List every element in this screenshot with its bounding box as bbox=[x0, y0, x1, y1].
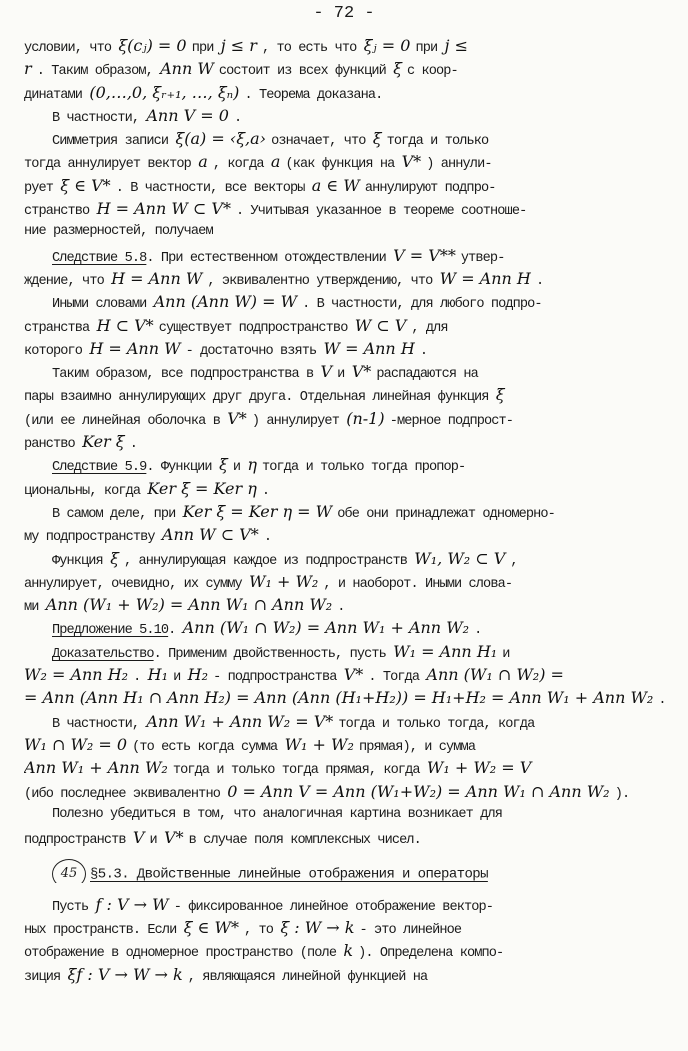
math-expression: ξ ∈ V* bbox=[60, 175, 116, 195]
math-expression: V* bbox=[164, 828, 189, 848]
text-run: (как функция на bbox=[285, 157, 402, 173]
text-line bbox=[24, 570, 672, 593]
text-run: прямая), и сумма bbox=[358, 739, 476, 755]
math-expression: V = V** bbox=[393, 245, 461, 265]
math-expression: H ⊂ V* bbox=[96, 315, 159, 335]
text-run: при bbox=[415, 41, 445, 56]
text-run: тогда и только тогда прямая, когда bbox=[172, 763, 427, 779]
text-run: ). bbox=[614, 786, 630, 802]
text-run: , являющаяся линейной функцией на bbox=[187, 969, 428, 985]
text-run: му подпространству bbox=[24, 530, 162, 546]
text-run: ) аннули- bbox=[426, 157, 492, 173]
text-line bbox=[24, 407, 672, 430]
text-run: и bbox=[232, 460, 248, 476]
text-line bbox=[24, 859, 672, 882]
text-line bbox=[24, 383, 672, 406]
text-run: зиция bbox=[24, 969, 68, 985]
math-expression: Ker ξ bbox=[82, 432, 130, 452]
text-line bbox=[24, 244, 672, 267]
text-run: и bbox=[173, 670, 188, 686]
text-run: , bbox=[510, 553, 518, 569]
math-expression: W₁, W₂ ⊂ V bbox=[414, 548, 511, 568]
text-run: состоит из всех функций bbox=[218, 64, 394, 80]
text-line bbox=[24, 267, 672, 290]
page-body bbox=[24, 34, 672, 986]
math-expression: η bbox=[247, 455, 263, 475]
text-run: ). Определена компо- bbox=[358, 946, 504, 962]
text-run: . При естественном отождествлении bbox=[146, 250, 394, 266]
section-heading: §5.3. Двойственные линейные отображения и операторы bbox=[90, 866, 488, 883]
math-expression: H₂ bbox=[187, 665, 214, 685]
text-run: пары взаимно аннулирующих друг друга. Отдельная линейная функция bbox=[24, 390, 496, 406]
text-run: циональны, когда bbox=[24, 483, 148, 499]
text-line bbox=[24, 523, 672, 546]
statement-label: Следствие 5.9 bbox=[52, 460, 147, 476]
text-line bbox=[24, 640, 672, 663]
math-expression: V bbox=[132, 828, 150, 848]
math-expression: ξ(cⱼ) = 0 bbox=[118, 36, 192, 55]
text-run: - подпространства bbox=[213, 670, 344, 686]
text-line bbox=[24, 963, 672, 986]
math-expression: j ≤ bbox=[444, 36, 468, 55]
text-run: . Теорема доказана. bbox=[244, 87, 383, 103]
text-run: (то есть когда сумма bbox=[132, 739, 285, 755]
math-expression: Ann V = 0 bbox=[146, 105, 235, 125]
text-line bbox=[24, 477, 672, 500]
text-line bbox=[24, 916, 672, 939]
math-expression: H = Ann W ⊂ V* bbox=[96, 199, 237, 219]
text-line bbox=[24, 826, 672, 849]
text-run: В частности, bbox=[52, 110, 147, 126]
text-run: . bbox=[234, 110, 242, 126]
math-expression: k bbox=[343, 941, 359, 961]
math-expression: Ann (W₁ ∩ W₂) = bbox=[426, 665, 564, 685]
text-run: . Таким образом, bbox=[36, 64, 161, 80]
text-run: которого bbox=[24, 343, 90, 359]
text-run: . bbox=[263, 530, 272, 546]
text-line bbox=[24, 290, 672, 313]
text-run: . Учитывая указанное в теореме соотноше- bbox=[236, 204, 527, 220]
text-run: при bbox=[191, 41, 221, 56]
math-expression: (n-1) bbox=[346, 408, 390, 428]
text-line bbox=[24, 733, 672, 756]
text-run: обе они принадлежат одномерно- bbox=[337, 506, 555, 522]
text-run: существует подпространство bbox=[158, 320, 355, 336]
text-run: . Применим двойственность, пусть bbox=[153, 646, 394, 662]
text-run: (ибо последнее эквивалентно bbox=[24, 786, 228, 802]
text-run: . bbox=[419, 343, 428, 359]
text-run: . bbox=[133, 670, 148, 686]
math-expression: V* bbox=[401, 152, 427, 172]
text-run: странства bbox=[24, 320, 97, 336]
text-run: условии, что bbox=[24, 41, 119, 56]
text-run: Иными словами bbox=[52, 297, 154, 313]
math-expression: Ann (Ann W) = W bbox=[153, 292, 303, 312]
text-line bbox=[24, 453, 672, 476]
text-line bbox=[24, 756, 672, 779]
math-expression: ξf : V → W → k bbox=[67, 964, 188, 984]
text-run: ние размерностей, получаем bbox=[24, 224, 213, 240]
math-expression: (0,…,0, ξᵣ₊₁, …, ξₙ) bbox=[89, 82, 245, 102]
text-run: подпространств bbox=[24, 833, 133, 849]
text-run: и bbox=[149, 833, 165, 849]
math-expression: W₁ ∩ W₂ = 0 bbox=[24, 734, 133, 754]
text-run: Таким образом, все подпространства в bbox=[52, 367, 321, 383]
math-expression: = Ann (Ann H₁ ∩ Ann H₂) = Ann (Ann (H₁+H₂)) = H₁+H₂ = Ann W₁ + Ann W₂ bbox=[24, 688, 659, 708]
math-expression: ξ bbox=[372, 129, 387, 149]
page-number: - 72 - bbox=[313, 4, 375, 23]
text-run: ных пространств. Если bbox=[24, 922, 184, 938]
math-expression: Ann W₁ + Ann W₂ bbox=[24, 758, 173, 778]
text-run: . bbox=[474, 623, 482, 639]
math-expression: ξ bbox=[110, 548, 124, 568]
text-run: утвер- bbox=[460, 250, 505, 266]
text-run: тогда и только тогда пропор- bbox=[262, 460, 466, 476]
math-expression: ξⱼ = 0 bbox=[363, 36, 416, 55]
text-run: распадаются на bbox=[376, 367, 478, 383]
math-expression: Ker ξ = Ker η bbox=[147, 478, 262, 498]
text-run: . В частности, для любого подпро- bbox=[302, 297, 542, 313]
math-expression: H = Ann W bbox=[111, 268, 208, 288]
text-run: - достаточно взять bbox=[185, 343, 324, 359]
text-run: -мерное подпрост- bbox=[389, 413, 514, 429]
text-line bbox=[24, 939, 672, 962]
math-expression: ξ(a) = ‹ξ,a› bbox=[175, 129, 272, 149]
math-expression: Ker ξ = Ker η = W bbox=[182, 501, 338, 521]
text-run: динатами bbox=[24, 87, 90, 103]
text-run: В самом деле, при bbox=[52, 506, 183, 522]
text-line bbox=[24, 803, 672, 826]
text-run: ) аннулирует bbox=[251, 413, 347, 429]
statement-label: Следствие 5.8 bbox=[52, 250, 147, 266]
text-run: аннулирует, очевидно, их сумму bbox=[24, 576, 249, 592]
math-expression: ξ bbox=[495, 385, 505, 405]
math-expression: a bbox=[270, 152, 286, 172]
math-expression: V* bbox=[343, 665, 369, 685]
text-run: в случае поля комплексных чисел. bbox=[188, 833, 421, 849]
math-expression: r bbox=[24, 59, 37, 79]
text-run: . bbox=[261, 483, 270, 499]
text-run: Пусть bbox=[52, 899, 96, 915]
math-expression: W₁ + W₂ bbox=[284, 734, 359, 754]
math-expression: V* bbox=[227, 408, 252, 428]
text-run: . bbox=[658, 693, 666, 709]
text-run: , эквивалентно утверждению, что bbox=[207, 273, 440, 289]
text-run: тогда и только bbox=[386, 134, 489, 150]
text-line bbox=[24, 337, 672, 360]
text-run: ми bbox=[24, 600, 46, 616]
text-run: , то есть что bbox=[262, 41, 364, 56]
math-expression: W₁ = Ann H₁ bbox=[393, 641, 503, 661]
math-expression: W ⊂ V bbox=[354, 315, 412, 335]
text-run: . В частности, все векторы bbox=[115, 180, 312, 196]
math-expression: W₂ = Ann H₂ bbox=[24, 665, 134, 685]
math-expression: a bbox=[198, 152, 213, 172]
text-run: и bbox=[502, 646, 510, 662]
handwritten-circled-number: 45 bbox=[52, 859, 86, 882]
text-line bbox=[24, 500, 672, 523]
text-run: рует bbox=[24, 180, 61, 196]
text-line bbox=[24, 314, 672, 337]
text-run: и bbox=[337, 367, 352, 383]
math-expression: W = Ann H bbox=[439, 268, 536, 288]
text-run: ранство bbox=[24, 437, 83, 453]
text-run: . bbox=[129, 437, 137, 453]
statement-label: Доказательство bbox=[52, 646, 154, 662]
math-expression: W₁ + W₂ = V bbox=[426, 758, 532, 778]
math-expression: ξ : W → k bbox=[280, 917, 360, 937]
text-run: , для bbox=[411, 320, 448, 336]
text-line bbox=[24, 360, 672, 383]
text-run: , и наоборот. Иными слова- bbox=[323, 576, 513, 592]
math-expression: Ann (W₁ ∩ W₂) = Ann W₁ + Ann W₂ bbox=[182, 618, 475, 638]
text-line bbox=[24, 34, 672, 57]
math-expression: Ann W ⊂ V* bbox=[161, 525, 264, 545]
text-line bbox=[24, 127, 672, 150]
math-expression: V* bbox=[351, 362, 377, 382]
math-expression: j ≤ r bbox=[220, 36, 262, 55]
text-run: . Функции bbox=[146, 460, 219, 476]
text-line bbox=[24, 893, 672, 916]
math-expression: ξ ∈ W* bbox=[183, 917, 245, 937]
math-expression: W₁ + W₂ bbox=[249, 571, 324, 591]
text-run: Функция bbox=[52, 553, 111, 569]
statement-label: Предложение 5.10 bbox=[52, 623, 169, 639]
text-run: , аннулирующая каждое из подпространств bbox=[123, 553, 415, 569]
text-run: - фиксированное линейное отображение вектор- bbox=[173, 899, 494, 915]
text-run: . bbox=[168, 623, 183, 639]
text-run: с коор- bbox=[407, 64, 458, 80]
text-line bbox=[24, 197, 672, 220]
math-expression: V bbox=[320, 362, 338, 382]
text-line bbox=[24, 81, 672, 104]
text-line bbox=[24, 616, 672, 639]
math-expression: H₁ bbox=[147, 665, 174, 685]
text-run: В частности, bbox=[52, 716, 147, 732]
math-expression: Ann W bbox=[160, 59, 219, 79]
text-line bbox=[24, 430, 672, 453]
text-run: (или ее линейная оболочка в bbox=[24, 413, 228, 429]
text-line bbox=[24, 593, 672, 616]
text-run: - это линейное bbox=[359, 922, 462, 938]
text-line bbox=[24, 174, 672, 197]
math-expression: f : V → W bbox=[95, 894, 174, 914]
text-run: . bbox=[535, 273, 544, 289]
text-run: аннулируют подпро- bbox=[364, 180, 496, 196]
text-run: тогда и только тогда, когда bbox=[338, 716, 535, 732]
text-run: тогда аннулирует вектор bbox=[24, 157, 199, 173]
math-expression: Ann W₁ + Ann W₂ = V* bbox=[146, 711, 339, 731]
math-expression: 0 = Ann V = Ann (W₁+W₂) = Ann W₁ ∩ Ann W₂ bbox=[227, 781, 615, 801]
math-expression: W = Ann H bbox=[323, 338, 420, 358]
text-line bbox=[24, 150, 672, 173]
text-run: Симметрия записи bbox=[52, 134, 176, 150]
text-run: означает, что bbox=[271, 134, 373, 150]
text-run: . bbox=[337, 600, 345, 616]
text-run: , то bbox=[244, 922, 281, 938]
text-run: отображение в одномерное пространство (поле bbox=[24, 946, 344, 962]
text-line bbox=[24, 547, 672, 570]
text-run: странство bbox=[24, 204, 97, 220]
text-line bbox=[24, 780, 672, 803]
text-line bbox=[24, 663, 672, 686]
text-line bbox=[24, 220, 672, 243]
math-expression: ξ bbox=[393, 59, 407, 79]
text-line bbox=[24, 104, 672, 127]
text-run: . Тогда bbox=[368, 670, 427, 686]
text-line bbox=[24, 686, 672, 709]
math-expression: Ann (W₁ + W₂) = Ann W₁ ∩ Ann W₂ bbox=[45, 595, 338, 615]
text-line bbox=[24, 710, 672, 733]
math-expression: ξ bbox=[218, 455, 233, 475]
math-expression: H = Ann W bbox=[89, 338, 186, 358]
text-line bbox=[24, 57, 672, 80]
text-run: , когда bbox=[212, 157, 271, 173]
math-expression: a ∈ W bbox=[311, 175, 365, 195]
text-run: Полезно убедиться в том, что аналогичная картина возникает для bbox=[52, 806, 502, 822]
text-run: ждение, что bbox=[24, 273, 112, 289]
